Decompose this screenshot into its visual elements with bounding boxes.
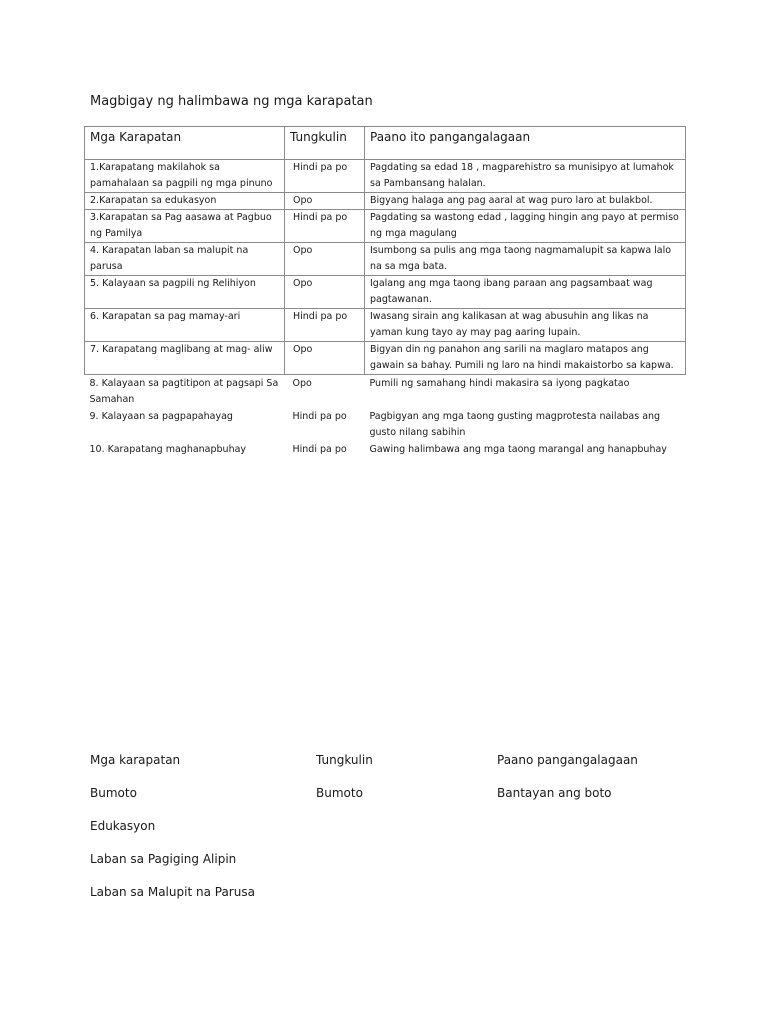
cell-tungkulin: Hindi pa po bbox=[285, 160, 365, 193]
cell-paano: Iwasang sirain ang kalikasan at wag abusuhin ang likas na yaman kung tayo ay may pag aaring lupain. bbox=[365, 309, 686, 342]
cell-karapatan: 8. Kalayaan sa pagtitipon at pagsapi Sa Samahan bbox=[89, 378, 279, 405]
table-row bbox=[85, 408, 686, 441]
cell-karapatan: 3.Karapatan sa Pag aasawa at Pagbuo ng Pamilya bbox=[85, 210, 285, 243]
rights-table bbox=[84, 126, 686, 458]
cell-paano: Pagdating sa wastong edad , lagging hingin ang payo at permiso ng mga magulang bbox=[365, 210, 686, 243]
cell-paano: Pagdating sa edad 18 , magparehistro sa munisipyo at lumahok sa Pambansang halalan. bbox=[365, 160, 686, 193]
list2-item-paano: Bantayan ang boto bbox=[497, 786, 612, 800]
list2-item-karapatan: Bumoto bbox=[90, 786, 137, 800]
cell-paano: Pumili ng samahang hindi makasira sa iyong pagkatao bbox=[369, 378, 630, 389]
table-row bbox=[85, 309, 686, 342]
cell-tungkulin: Hindi pa po bbox=[285, 309, 365, 342]
list2-item-karapatan: Laban sa Pagiging Alipin bbox=[90, 852, 237, 866]
cell-paano: Bigyan din ng panahon ang sarili na maglaro matapos ang gawain sa bahay. Pumili ng laro na hindi makaistorbo sa kapwa. bbox=[365, 342, 686, 375]
list2-item-karapatan: Laban sa Malupit na Parusa bbox=[90, 885, 255, 899]
cell-tungkulin: Hindi pa po bbox=[285, 210, 365, 243]
cell-karapatan: 7. Karapatang maglibang at mag- aliw bbox=[85, 342, 285, 375]
list2-header-paano: Paano pangangalagaan bbox=[497, 753, 638, 767]
cell-karapatan: 5. Kalayaan sa pagpili ng Relihiyon bbox=[85, 276, 285, 309]
list2-header-karapatan: Mga karapatan bbox=[90, 753, 181, 767]
cell-paano: Bigyang halaga ang pag aaral at wag puro laro at bulakbol. bbox=[365, 193, 686, 210]
list2-item-karapatan: Edukasyon bbox=[90, 819, 156, 833]
cell-tungkulin: Opo bbox=[285, 342, 365, 375]
cell-karapatan: 1.Karapatang makilahok sa pamahalaan sa pagpili ng mga pinuno bbox=[85, 160, 285, 193]
table-row bbox=[85, 193, 686, 210]
table-row bbox=[85, 276, 686, 309]
table-row bbox=[85, 160, 686, 193]
cell-tungkulin: Hindi pa po bbox=[292, 444, 347, 455]
cell-karapatan: 6. Karapatan sa pag mamay-ari bbox=[85, 309, 285, 342]
cell-paano: Igalang ang mga taong ibang paraan ang pagsambaat wag pagtawanan. bbox=[365, 276, 686, 309]
table-row bbox=[85, 342, 686, 375]
table-row bbox=[85, 210, 686, 243]
cell-paano: Isumbong sa pulis ang mga taong nagmamalupit sa kapwa lalo na sa mga bata. bbox=[365, 243, 686, 276]
table-header-row bbox=[85, 127, 686, 160]
cell-karapatan: 10. Karapatang maghanapbuhay bbox=[89, 444, 247, 455]
list2-header-tungkulin: Tungkulin bbox=[316, 753, 373, 767]
cell-paano: Pagbigyan ang mga taong gusting magprotesta nailabas ang gusto nilang sabihin bbox=[369, 411, 661, 438]
cell-tungkulin: Opo bbox=[292, 378, 312, 389]
cell-tungkulin: Hindi pa po bbox=[292, 411, 347, 422]
cell-karapatan: 4. Karapatan laban sa malupit na parusa bbox=[85, 243, 285, 276]
header-paano: Paano ito pangangalagaan bbox=[365, 127, 686, 160]
header-karapatan: Mga Karapatan bbox=[85, 127, 285, 160]
table-row bbox=[85, 243, 686, 276]
cell-tungkulin: Opo bbox=[285, 193, 365, 210]
cell-karapatan: 9. Kalayaan sa pagpapahayag bbox=[89, 411, 233, 422]
table-row bbox=[85, 441, 686, 458]
table-row bbox=[85, 375, 686, 409]
cell-paano: Gawing halimbawa ang mga taong marangal ang hanapbuhay bbox=[369, 444, 667, 455]
cell-tungkulin: Opo bbox=[285, 276, 365, 309]
cell-tungkulin: Opo bbox=[285, 243, 365, 276]
list2-item-tungkulin: Bumoto bbox=[316, 786, 363, 800]
cell-karapatan: 2.Karapatan sa edukasyon bbox=[85, 193, 285, 210]
header-tungkulin: Tungkulin bbox=[285, 127, 365, 160]
page-title: Magbigay ng halimbawa ng mga karapatan bbox=[90, 94, 373, 109]
